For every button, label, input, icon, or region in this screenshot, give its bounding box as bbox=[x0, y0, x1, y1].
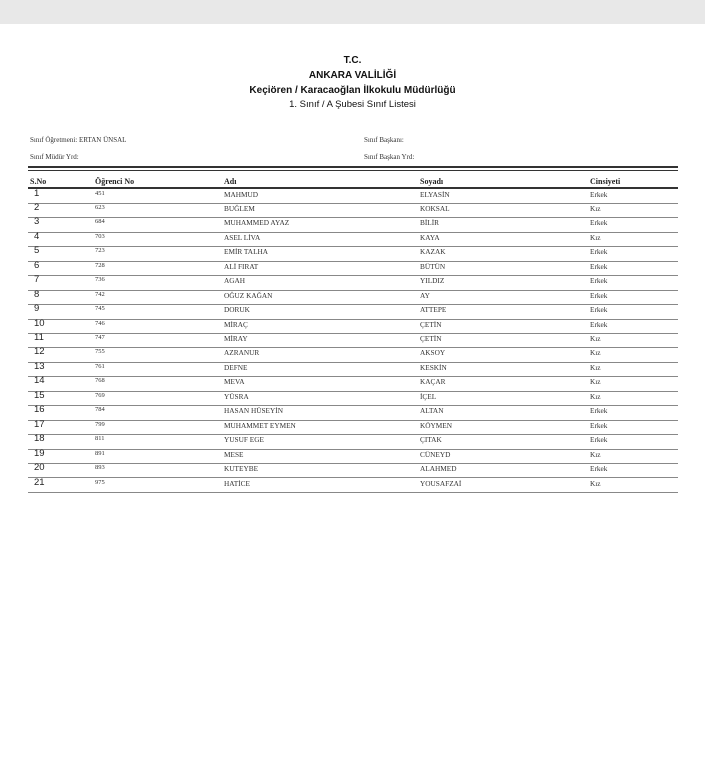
viewer-top-bar bbox=[0, 0, 705, 24]
header-tc: T.C. bbox=[343, 55, 362, 66]
row-sno: 19 bbox=[34, 447, 45, 459]
col-surname: Soyadı bbox=[420, 177, 444, 186]
row-surname: CÜNEYD bbox=[420, 449, 451, 459]
row-name: ASEL LİVA bbox=[224, 232, 261, 242]
row-name: YÜSRA bbox=[224, 391, 249, 401]
row-student-no: 761 bbox=[95, 362, 105, 370]
row-surname: ALAHMED bbox=[420, 464, 457, 474]
row-sno: 10 bbox=[34, 317, 45, 329]
table-row bbox=[28, 449, 678, 464]
row-gender: Kız bbox=[590, 478, 601, 488]
row-student-no: 703 bbox=[95, 232, 105, 240]
row-gender: Erkek bbox=[590, 290, 608, 300]
row-sno: 4 bbox=[34, 230, 40, 242]
row-sno: 3 bbox=[34, 216, 40, 228]
table-row bbox=[28, 275, 678, 290]
row-sno: 12 bbox=[34, 346, 45, 358]
row-student-no: 451 bbox=[95, 189, 105, 197]
row-surname: AY bbox=[420, 290, 430, 300]
row-surname: ÇITAK bbox=[420, 435, 442, 445]
table-row bbox=[28, 463, 678, 478]
row-name: ALİ FIRAT bbox=[224, 261, 259, 271]
row-name: MİRAY bbox=[224, 334, 248, 343]
row-surname: ÇETİN bbox=[420, 319, 442, 329]
row-surname: ELYASİN bbox=[420, 189, 450, 199]
row-sno: 2 bbox=[34, 201, 40, 213]
row-name: AZRANUR bbox=[224, 348, 260, 358]
row-gender: Kız bbox=[590, 377, 601, 387]
row-student-no: 975 bbox=[95, 478, 105, 486]
row-student-no: 755 bbox=[95, 348, 105, 356]
row-sno: 13 bbox=[34, 360, 45, 372]
row-gender: Erkek bbox=[590, 420, 608, 430]
divider-thin bbox=[28, 170, 678, 171]
row-surname: ÇETİN bbox=[420, 334, 442, 343]
row-gender: Erkek bbox=[590, 189, 608, 199]
table-row bbox=[28, 246, 678, 261]
row-gender: Kız bbox=[590, 203, 601, 213]
row-surname: KAYA bbox=[420, 232, 440, 242]
row-student-no: 769 bbox=[95, 391, 105, 399]
divider-thick bbox=[28, 166, 678, 168]
row-name: MESE bbox=[224, 449, 244, 459]
row-sno: 11 bbox=[34, 332, 44, 343]
table-row bbox=[28, 391, 678, 406]
row-student-no: 747 bbox=[95, 334, 105, 341]
row-gender: Kız bbox=[590, 449, 601, 459]
table-row bbox=[28, 420, 678, 435]
row-name: YUSUF EGE bbox=[224, 435, 264, 445]
header-school: Keçiören / Karacaoğlan İlkokulu Müdürlüğü bbox=[249, 85, 456, 96]
row-gender: Erkek bbox=[590, 305, 608, 315]
row-student-no: 684 bbox=[95, 218, 105, 226]
row-sno: 16 bbox=[34, 404, 45, 416]
row-name: HASAN HÜSEYİN bbox=[224, 406, 283, 416]
row-surname: BİLİR bbox=[420, 218, 440, 228]
table-row bbox=[28, 232, 678, 247]
row-student-no: 746 bbox=[95, 319, 105, 327]
table-row bbox=[28, 347, 678, 362]
table-row bbox=[28, 434, 678, 449]
row-surname: BÜTÜN bbox=[420, 261, 446, 271]
table-row bbox=[28, 261, 678, 276]
row-student-no: 742 bbox=[95, 290, 105, 298]
table-row bbox=[28, 304, 678, 319]
row-surname: ATTEPE bbox=[420, 305, 447, 315]
row-sno: 7 bbox=[34, 274, 40, 286]
table-row bbox=[28, 290, 678, 305]
table-row bbox=[28, 405, 678, 420]
row-surname: KÖYMEN bbox=[420, 420, 453, 430]
col-student-no: Öğrenci No bbox=[95, 177, 135, 186]
row-gender: Kız bbox=[590, 391, 601, 401]
row-sno: 6 bbox=[34, 259, 40, 271]
row-surname: KOKSAL bbox=[420, 203, 450, 213]
row-sno: 20 bbox=[34, 462, 45, 474]
row-surname: KESKİN bbox=[420, 362, 447, 372]
row-surname: İÇEL bbox=[420, 391, 437, 401]
table-row bbox=[28, 362, 678, 377]
table-row bbox=[28, 203, 678, 218]
row-student-no: 745 bbox=[95, 305, 105, 313]
row-surname: KAÇAR bbox=[420, 377, 446, 387]
row-surname: YOUSAFZAİ bbox=[420, 478, 462, 488]
row-student-no: 728 bbox=[95, 261, 105, 269]
row-student-no: 891 bbox=[95, 449, 105, 457]
row-gender: Erkek bbox=[590, 261, 608, 271]
row-sno: 14 bbox=[34, 375, 45, 387]
row-gender: Kız bbox=[590, 348, 601, 358]
row-student-no: 799 bbox=[95, 420, 105, 428]
row-name: MAHMUD bbox=[224, 189, 259, 199]
col-name: Adı bbox=[224, 177, 237, 186]
row-surname: YILDIZ bbox=[420, 276, 445, 286]
row-name: OĞUZ KAĞAN bbox=[224, 290, 273, 300]
row-sno: 1 bbox=[34, 187, 40, 199]
table-row bbox=[28, 478, 678, 493]
row-name: MUHAMMED AYAZ bbox=[224, 218, 290, 228]
row-student-no: 736 bbox=[95, 276, 105, 284]
row-sno: 9 bbox=[34, 303, 40, 315]
header-governorship: ANKARA VALİLİĞİ bbox=[308, 70, 397, 81]
row-sno: 15 bbox=[34, 389, 45, 401]
row-student-no: 811 bbox=[95, 435, 105, 443]
row-name: DORUK bbox=[224, 305, 250, 315]
row-gender: Erkek bbox=[590, 406, 608, 416]
row-name: BUĞLEM bbox=[224, 203, 255, 213]
row-sno: 8 bbox=[34, 288, 40, 300]
row-name: KUTEYBE bbox=[224, 464, 259, 474]
col-sno: S.No bbox=[30, 177, 47, 186]
row-name: MİRAÇ bbox=[224, 319, 248, 329]
table-row bbox=[28, 376, 678, 391]
row-gender: Erkek bbox=[590, 247, 608, 257]
row-gender: Kız bbox=[590, 232, 601, 242]
row-name: EMİR TALHA bbox=[224, 247, 269, 257]
row-sno: 5 bbox=[34, 245, 40, 257]
row-surname: ALTAN bbox=[420, 406, 444, 416]
row-gender: Kız bbox=[590, 362, 601, 372]
row-gender: Kız bbox=[590, 334, 601, 343]
row-surname: AKSOY bbox=[420, 348, 446, 358]
teacher-label: Sınıf Öğretmeni: ERTAN ÜNSAL bbox=[30, 136, 127, 144]
row-gender: Erkek bbox=[590, 464, 608, 474]
row-gender: Erkek bbox=[590, 218, 608, 228]
table-row bbox=[28, 333, 678, 348]
row-name: MUHAMMET EYMEN bbox=[224, 420, 296, 430]
row-sno: 17 bbox=[34, 418, 45, 430]
row-surname: KAZAK bbox=[420, 247, 446, 257]
row-sno: 18 bbox=[34, 433, 45, 445]
row-student-no: 893 bbox=[95, 464, 105, 472]
row-gender: Erkek bbox=[590, 435, 608, 445]
row-student-no: 723 bbox=[95, 247, 105, 255]
row-gender: Erkek bbox=[590, 276, 608, 286]
table-row bbox=[28, 189, 678, 204]
row-student-no: 768 bbox=[95, 377, 105, 385]
manager-asst-label: Sınıf Müdür Yrd: bbox=[30, 153, 79, 161]
row-name: DEFNE bbox=[224, 362, 248, 372]
president-label: Sınıf Başkanı: bbox=[364, 136, 404, 144]
president-asst-label: Sınıf Başkan Yrd: bbox=[364, 153, 415, 161]
header-class: 1. Sınıf / A Şubesi Sınıf Listesi bbox=[289, 99, 416, 110]
row-gender: Erkek bbox=[590, 319, 608, 329]
table-row bbox=[28, 217, 678, 232]
row-name: AGAH bbox=[224, 276, 246, 286]
col-gender: Cinsiyeti bbox=[590, 177, 621, 186]
row-student-no: 784 bbox=[95, 406, 105, 414]
table-row bbox=[28, 319, 678, 334]
row-student-no: 623 bbox=[95, 203, 105, 211]
row-name: HATİCE bbox=[224, 478, 250, 488]
row-name: MEVA bbox=[224, 377, 245, 387]
row-sno: 21 bbox=[34, 476, 45, 488]
